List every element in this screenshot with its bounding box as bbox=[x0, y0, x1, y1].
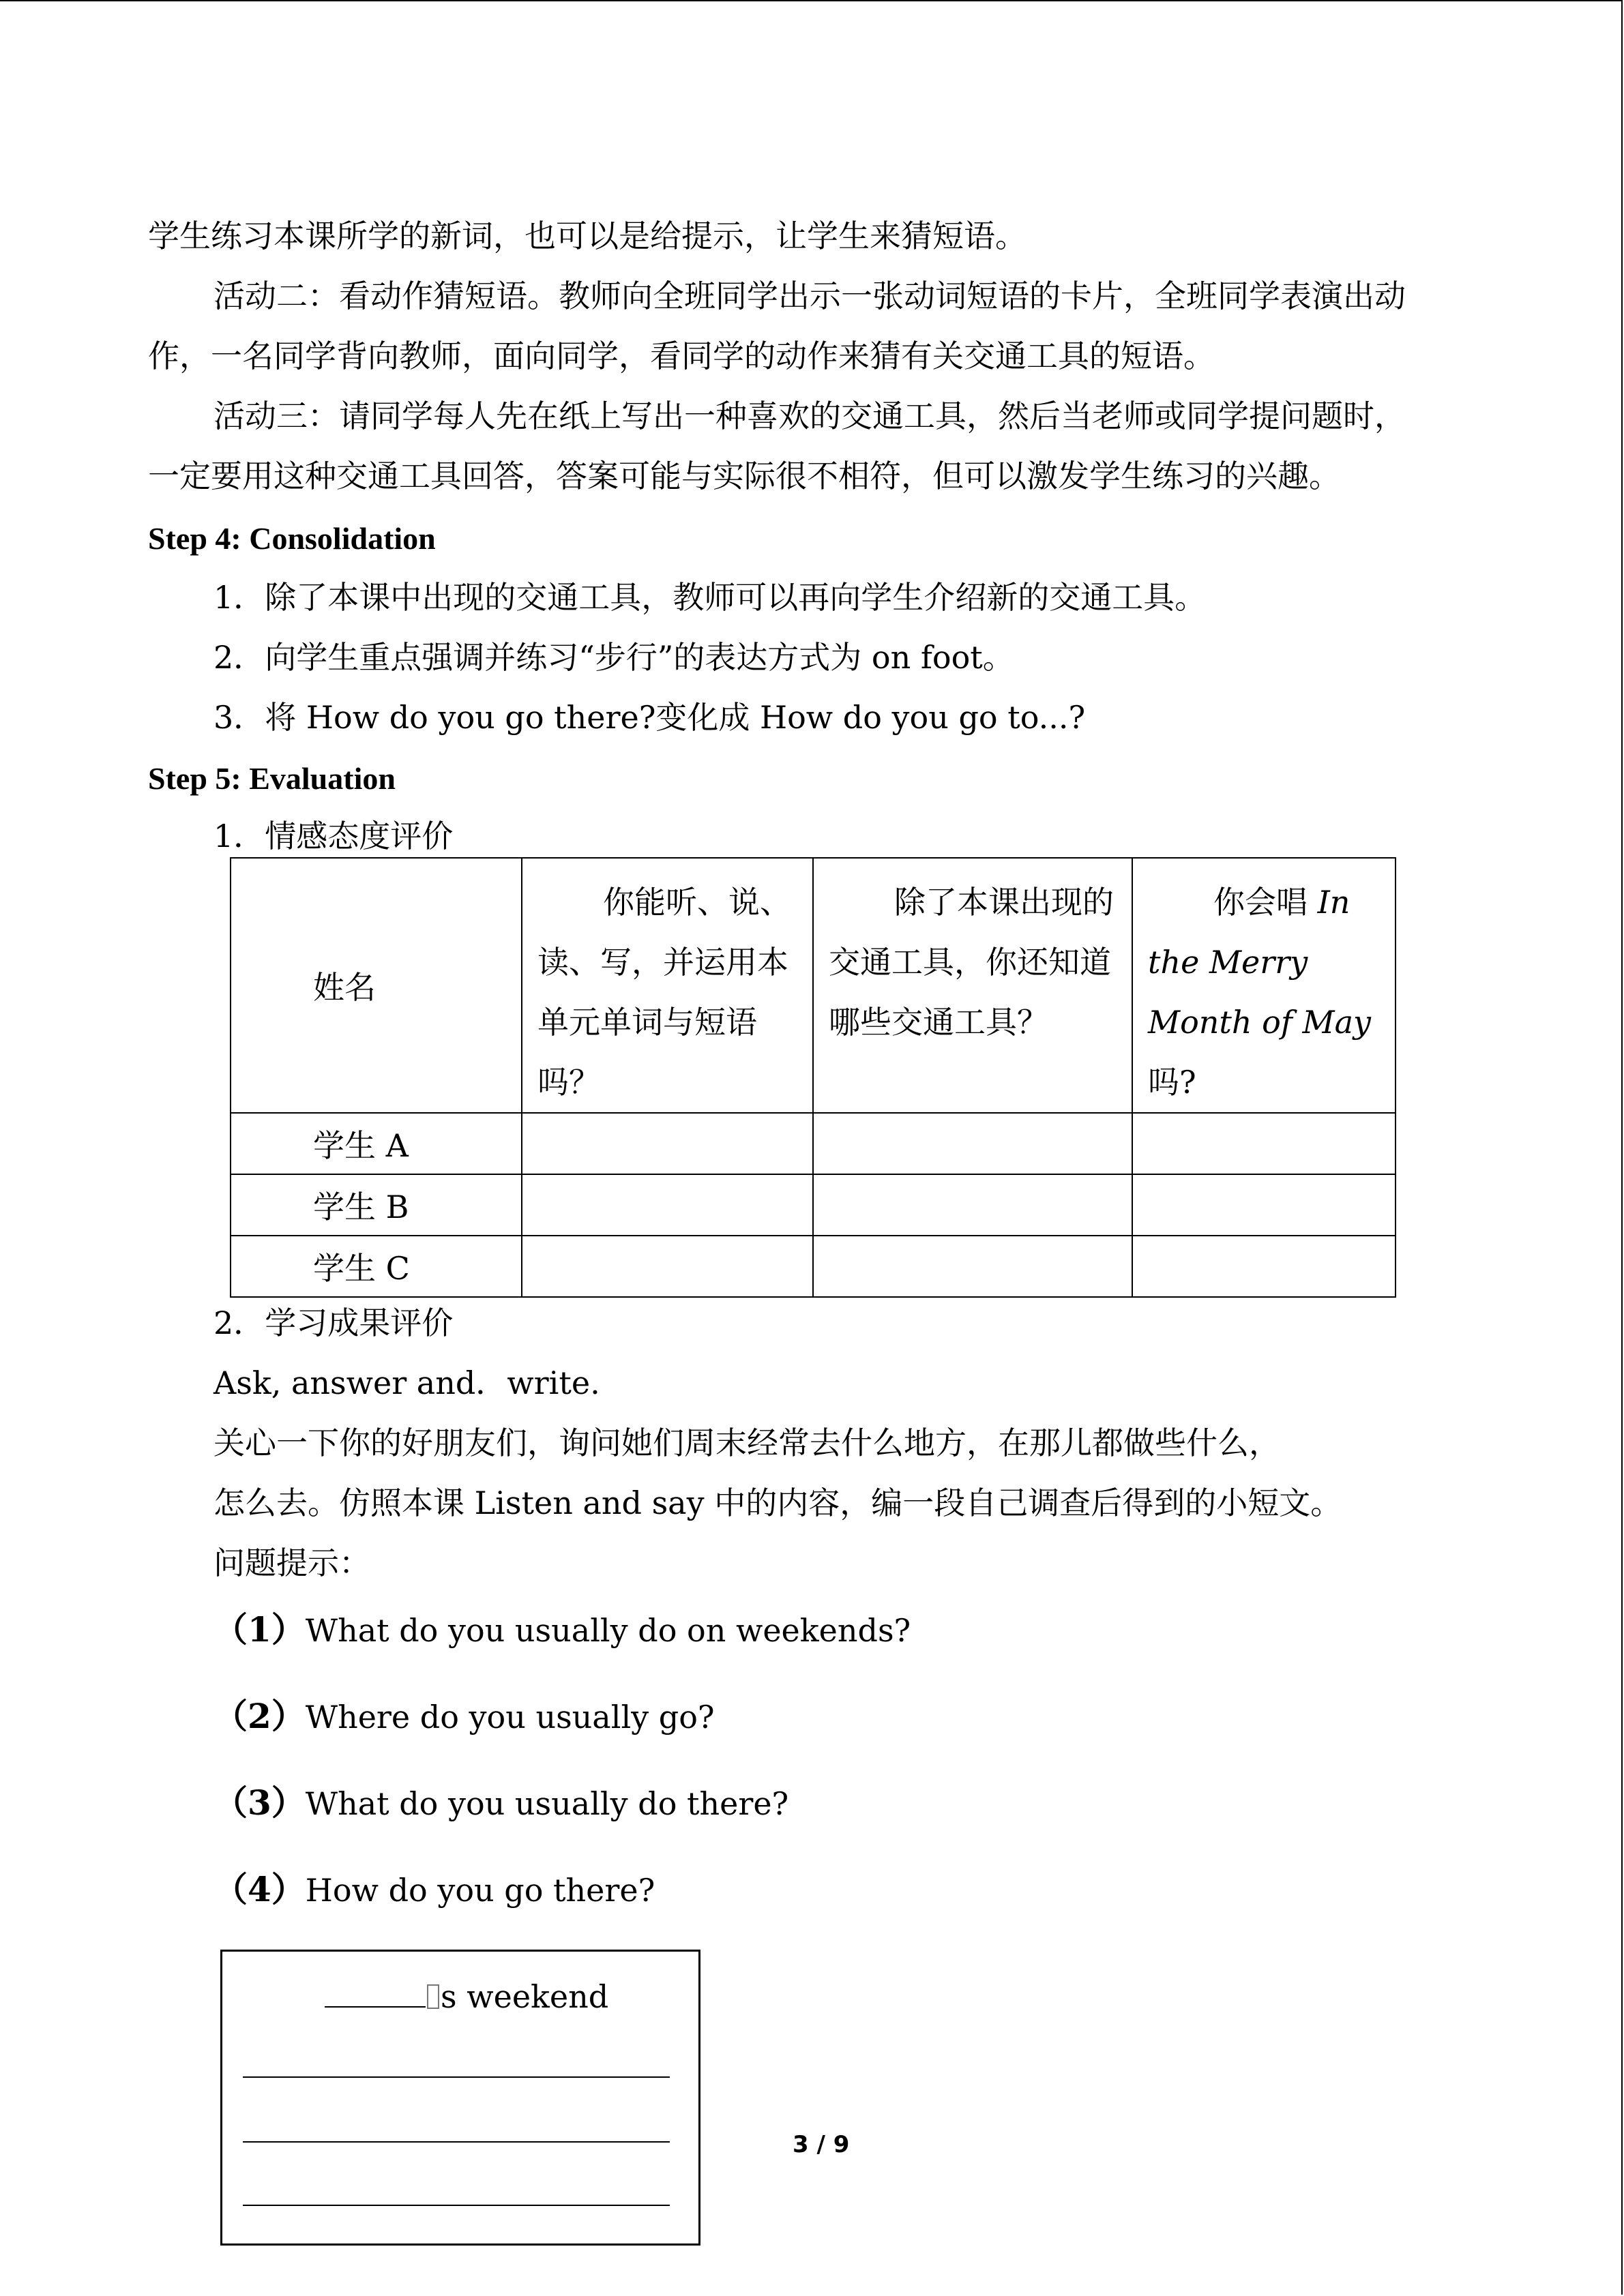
writing-line bbox=[243, 2205, 670, 2206]
activity-3-line-1: 活动三：请同学每人先在纸上写出一种喜欢的交通工具，然后当老师或同学提问题时， bbox=[213, 398, 1406, 434]
question-text: What do you usually do there? bbox=[305, 1785, 789, 1822]
question-number: （4） bbox=[213, 1869, 306, 1909]
activity-3-line-2: 一定要用这种交通工具回答，答案可能与实际很不相符，但可以激发学生练习的兴趣。 bbox=[148, 458, 1340, 494]
step5-heading: Step 5: Evaluation bbox=[148, 761, 396, 796]
header-song-post: 吗? bbox=[1148, 1064, 1196, 1101]
table-cell bbox=[522, 1113, 813, 1174]
table-cell bbox=[813, 1113, 1132, 1174]
hint-label: 问题提示： bbox=[213, 1545, 370, 1581]
table-cell bbox=[1132, 1236, 1396, 1297]
activity-2-line-1: 活动二：看动作猜短语。教师向全班同学出示一张动词短语的卡片，全班同学表演出动 bbox=[213, 278, 1406, 314]
table-cell bbox=[813, 1174, 1132, 1236]
header-skills-text: 你能听、说、读、写，并运用本单元单词与短语吗？ bbox=[537, 884, 791, 1101]
ask-answer-write: Ask, answer and．write. bbox=[213, 1365, 600, 1401]
header-skills bbox=[522, 858, 813, 1113]
writing-line bbox=[243, 2076, 670, 2078]
question-1 bbox=[213, 1609, 911, 1651]
paragraph-line: 学生练习本课所学的新词，也可以是给提示，让学生来猜短语。 bbox=[148, 218, 1027, 254]
question-text: What do you usually do on weekends? bbox=[305, 1612, 911, 1649]
header-song-pre: 你会唱 bbox=[1213, 884, 1318, 921]
activity-2-line-2: 作，一名同学背向教师，面向同学，看同学的动作来猜有关交通工具的短语。 bbox=[148, 338, 1215, 374]
step4-item-3: 3．将 How do you go there?变化成 How do you go to...? bbox=[213, 699, 1086, 736]
table-cell bbox=[1132, 1174, 1396, 1236]
table-cell bbox=[813, 1236, 1132, 1297]
table-row bbox=[231, 1174, 1396, 1236]
writing-box bbox=[220, 1950, 700, 2246]
question-text: How do you go there? bbox=[305, 1872, 655, 1909]
page-number: 3 / 9 bbox=[793, 2131, 850, 2158]
step4-heading: Step 4: Consolidation bbox=[148, 521, 436, 556]
writing-line bbox=[243, 2141, 670, 2143]
table-row bbox=[231, 1113, 1396, 1174]
question-number: （2） bbox=[213, 1696, 306, 1736]
question-number: （3） bbox=[213, 1783, 306, 1823]
row-student-a: 学生 A bbox=[231, 1113, 522, 1174]
question-text: Where do you usually go? bbox=[305, 1699, 715, 1735]
step4-item-2: 2．向学生重点强调并练习“步行”的表达方式为 on foot。 bbox=[213, 639, 1014, 676]
question-3 bbox=[213, 1783, 788, 1824]
intro-line-1: 关心一下你的好朋友们，询问她们周末经常去什么地方，在那儿都做些什么， bbox=[213, 1425, 1280, 1461]
table-cell bbox=[522, 1174, 813, 1236]
missing-glyph-icon bbox=[427, 1984, 439, 2009]
step5-sub2: 2．学习成果评价 bbox=[213, 1304, 454, 1341]
box-title-text: s weekend bbox=[441, 1978, 609, 2015]
table-header-row bbox=[231, 858, 1396, 1113]
row-student-b: 学生 B bbox=[231, 1174, 522, 1236]
table-row bbox=[231, 1236, 1396, 1297]
step5-sub1: 1．情感态度评价 bbox=[213, 818, 454, 854]
question-number: （1） bbox=[213, 1609, 306, 1650]
header-transport bbox=[813, 858, 1132, 1113]
evaluation-table bbox=[230, 857, 1396, 1298]
question-2 bbox=[213, 1696, 715, 1738]
name-blank bbox=[325, 1976, 426, 2008]
table-cell bbox=[1132, 1113, 1396, 1174]
question-4 bbox=[213, 1869, 655, 1911]
step4-item-1: 1．除了本课中出现的交通工具，教师可以再向学生介绍新的交通工具。 bbox=[213, 579, 1207, 616]
header-song-title: In the Merry Month of May bbox=[1148, 884, 1372, 1041]
header-name: 姓名 bbox=[231, 858, 522, 1113]
box-title bbox=[325, 1976, 608, 2017]
header-transport-text: 除了本课出现的交通工具，你还知道哪些交通工具？ bbox=[829, 884, 1114, 1041]
header-song bbox=[1132, 858, 1396, 1113]
row-student-c: 学生 C bbox=[231, 1236, 522, 1297]
intro-line-2: 怎么去。仿照本课 Listen and say 中的内容，编一段自己调查后得到的小短文。 bbox=[213, 1485, 1342, 1521]
table-cell bbox=[522, 1236, 813, 1297]
